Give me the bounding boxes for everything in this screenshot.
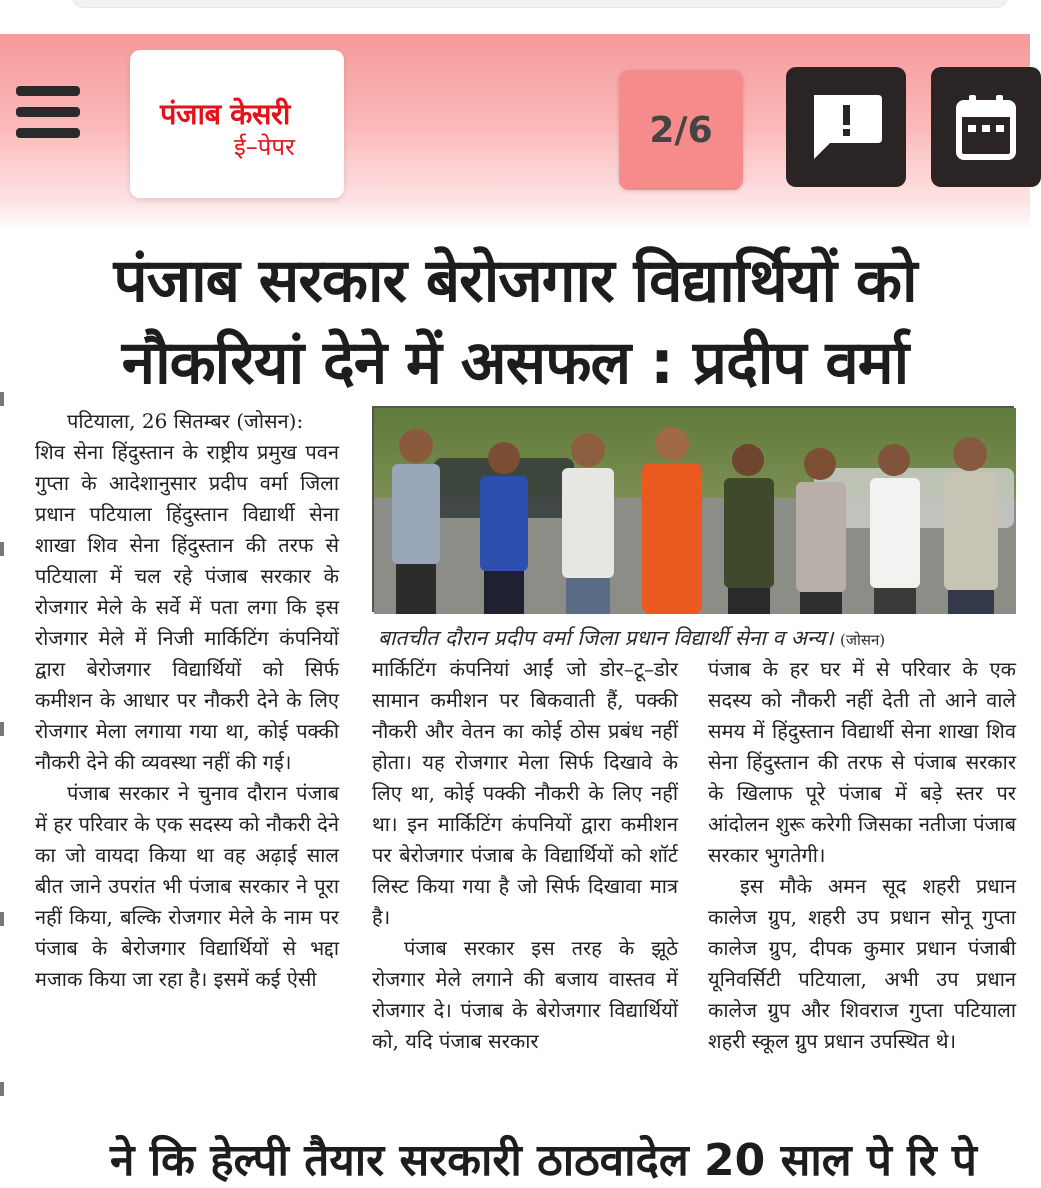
menu-bar-middle bbox=[16, 107, 80, 117]
logo-title: पंजाब केसरी bbox=[160, 97, 290, 131]
column-1-paragraph-2: पंजाब सरकार ने चुनाव दौरान पंजाब में हर परिवार के एक सदस्य को नौकरी देने का जो वायदा किया था वह अढ़ाई साल बीत जाने उपरांत भी पंजाब सरकार ने पूरा नहीं किया, बल्कि रोजगार मेले के नाम पर पंजाब के बेरोजगार विद्यार्थियों से भद्दा मजाक किया जा रहा है। इसमें कई ऐसी bbox=[35, 781, 339, 991]
column-3-paragraph-1: पंजाब के हर घर में से परिवार के एक सदस्य को नौकरी नहीं देती तो आने वाले समय में हिंदुस्तान विद्यार्थी सेना शाखा शिव सेना हिंदुस्तान की तरफ से पंजाब सरकार के खिलाफ पूरे पंजाब में बड़े स्तर पर आंदोलन शुरू करेगी जिसका नतीजा पंजाब सरकार भुगतेगी। bbox=[708, 657, 1016, 867]
address-pill bbox=[72, 0, 1008, 8]
article-column-2 bbox=[372, 654, 678, 1057]
feedback-button[interactable] bbox=[786, 67, 906, 187]
article-headline[interactable] bbox=[0, 240, 1030, 404]
article-column-3 bbox=[708, 654, 1016, 1057]
hamburger-menu-icon[interactable] bbox=[16, 86, 82, 142]
next-article-headline-fragment: ने कि हेल्पी तैयार सरकारी ठाठवादेल 20 साल पे रि पे bbox=[110, 1135, 977, 1186]
column-1-paragraph-1: शिव सेना हिंदुस्तान के राष्ट्रीय प्रमुख पवन गुप्ता के आदेशानुसार प्रदीप वर्मा जिला प्रधान पटियाला हिंदुस्तान विद्यार्थी सेना शाखा शिव सेना हिंदुस्तान की तरफ से पटियाला में चल रहे पंजाब सरकार के रोजगार मेले के सर्वे में पता लगा कि इस रोजगार मेले में निजी मार्किटिंग कंपनियों द्वारा बेरोजगार विद्यार्थियों को सिर्फ कमीशन के आधार पर नौकरी देने के लिए रोजगार मेला लगाया गया था, कोई पक्की नौकरी देने की व्यवस्था नहीं की गई। bbox=[35, 440, 339, 774]
menu-bar-top bbox=[16, 86, 80, 96]
epaper-page[interactable] bbox=[0, 232, 1030, 1186]
page-counter[interactable]: 2/6 bbox=[619, 70, 743, 190]
brand-logo[interactable] bbox=[130, 50, 344, 198]
calendar-icon bbox=[955, 94, 1017, 160]
logo-subtitle: ई–पेपर bbox=[234, 133, 295, 161]
menu-bar-bottom bbox=[16, 128, 80, 138]
next-article-headline-cut bbox=[0, 1110, 1030, 1186]
article-column-1 bbox=[35, 406, 339, 995]
caption-credit: (जोसन) bbox=[839, 631, 886, 649]
headline-line-2: नौकरियां देने में असफल : प्रदीप वर्मा bbox=[121, 328, 909, 398]
column-2-paragraph-1: मार्किटिंग कंपनियां आईं जो डोर–टू–डोर सामान कमीशन पर बिकवाती हैं, पक्की नौकरी और वेतन का कोई ठोस प्रबंध नहीं होता। यह रोजगार मेला सिर्फ दिखावे के लिए था, कोई पक्की नौकरी के लिए नहीं था। इन मार्किटिंग कंपनियों द्वारा कमीशन पर बेरोजगार पंजाब के विद्यार्थियों को शॉर्ट लिस्ट किया गया है जो सिर्फ दिखावा मात्र है। bbox=[372, 657, 678, 929]
app-header bbox=[0, 34, 1030, 232]
browser-top-strip bbox=[0, 0, 1030, 34]
article-photo[interactable] bbox=[372, 406, 1014, 612]
headline-line-1: पंजाब सरकार बेरोजगार विद्यार्थियों को bbox=[113, 246, 917, 316]
feedback-chat-icon bbox=[808, 91, 884, 163]
calendar-button[interactable] bbox=[931, 67, 1041, 187]
column-3-paragraph-2: इस मौके अमन सूद शहरी प्रधान कालेज ग्रुप, शहरी उप प्रधान सोनू गुप्ता कालेज ग्रुप, दीपक कुमार प्रधान पंजाबी यूनिवर्सिटी पटियाला, अभी उप प्रधान कालेज ग्रुप और शिवराज गुप्ता पटियाला शहरी स्कूल ग्रुप प्रधान उपस्थित थे। bbox=[708, 874, 1016, 1053]
column-2-paragraph-2: पंजाब सरकार इस तरह के झूठे रोजगार मेले लगाने की बजाय वास्तव में रोजगार दे। पंजाब के बेरोजगार विद्यार्थियों को, यदि पंजाब सरकार bbox=[372, 936, 678, 1053]
dateline: पटियाला, 26 सितम्बर (जोसन): bbox=[67, 409, 304, 433]
page-edge-marks bbox=[0, 392, 6, 1092]
caption-text: बातचीत दौरान प्रदीप वर्मा जिला प्रधान विद्यार्थी सेना व अन्य। bbox=[378, 626, 834, 650]
group-photo-image bbox=[374, 408, 1016, 614]
photo-caption bbox=[378, 624, 1018, 652]
